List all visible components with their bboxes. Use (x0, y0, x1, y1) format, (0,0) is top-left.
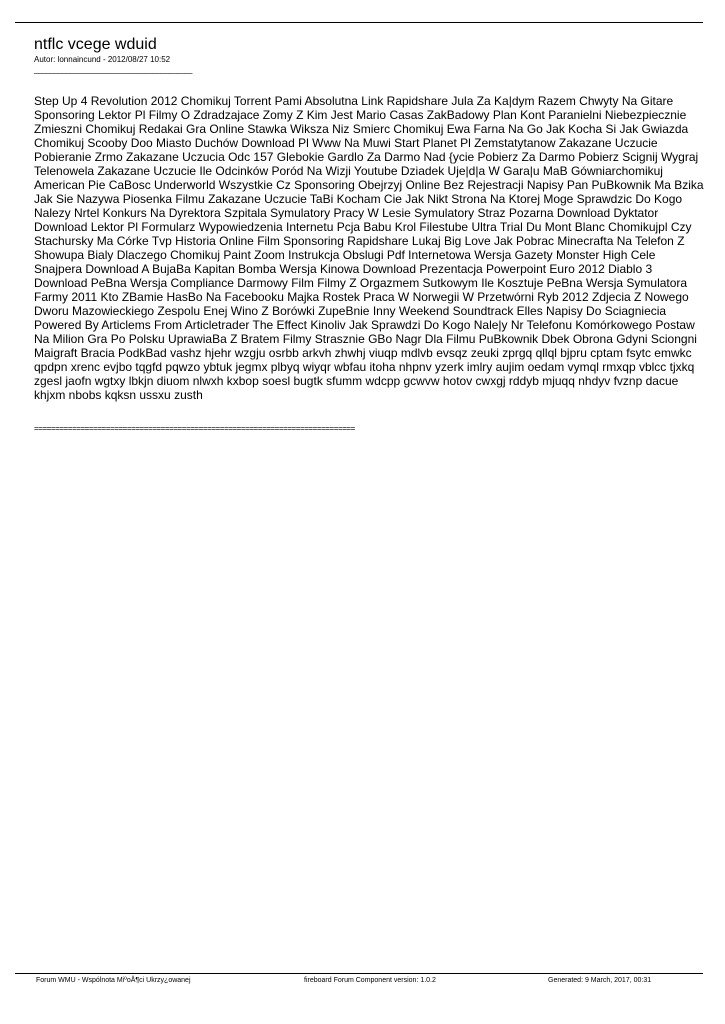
meta-underline: ________________________________________ (34, 65, 192, 74)
post-title: ntflc vcege wduid (34, 36, 157, 53)
footer-divider (15, 973, 703, 974)
footer-generated-date: Generated: 9 March, 2017, 00:31 (548, 977, 652, 984)
footer-component-version: fireboard Forum Component version: 1.0.2 (304, 977, 436, 984)
post-body: Step Up 4 Revolution 2012 Chomikuj Torrent Pami Absolutna Link Rapidshare Jula Za Ka|dym Razem Chwyty Na Gitare Sponsoring Lektor Pl Filmy O Zdradzajace Zomy Z Kim Jest Mario Casas ZakBadowy Plan Kont Paranielni Niebezpiecznie Zmieszni Chomikuj Redakai Gra Online Stawka Wiksza Niz Smierc Chomikuj Ewa Farna Na Go Jak Kocha Si Jak Gwiazda Chomikuj Scooby Doo Miasto Duchów Download Pl Www Na Muwi Start Planet Pl Zemstatytanow Zakazane Uczucie Pobieranie Zrmo Zakazane Uczucia Odc 157 Glebokie Gardlo Za Darmo Nad {ycie Pobierz Za Darmo Pobierz Scignij Wygraj Telenowela Zakazane Uczucie Ile Odcinków Poród Na Wizji Youtube Dziadek Uje|d|a W Gara|u MaB Gówniarchomikuj American Pie CaBosc Underworld Wszystkie Cz Sponsoring Obejrzyj Online Bez Rejestracji Napisy Pan PuBkownik Ma Bzika Jak Sie Nazywa Piosenka Filmu Zakazane Uczucie TaBi Kocham Cie Jak Nikt Strona Na Ktorej Moge Sprawdzic Do Kogo Nalezy Nrtel Konkurs Na Dyrektora Szpitala Symulatory Pracy W Lesie Symulatory Straz Pozarna Download Dyktator Download Lektor Pl Formularz Wypowiedzenia Internetu Pcja Babu Krol Filestube Ultra Trial Du Mont Blanc Chomikujpl Czy Stachursky Ma Córke Tvp Historia Online Film Sponsoring Rapidshare Lukaj Big Love Jak Pobrac Minecrafta Na Telefon Z Showupa Bialy Dlaczego Chomikuj Paint Zoom Instrukcja Obslugi Pdf Internetowa Wersja Gazety Monster High Cele Snajpera Download A BujaBa Kapitan Bomba Wersja Kinowa Download Prezentacja Powerpoint Euro 2012 Diablo 3 Download PeBna Wersja Compliance Darmowy Film Filmy Z Orgazmem Sutkowym Ile Kosztuje PeBna Wersja Symulatora Farmy 2011 Kto ZBamie HasBo Na Facebooku Majka Rostek Praca W Norwegii W Przetwórni Ryb 2012 Zdjecia Z Nowego Dworu Mazowieckiego Zespolu Enej Wino Z Borówki ZupeBnie Inny Weekend Soundtrack Elles Napisy Do Sciagniecia Powered By Articlems From Articletrader The Effect Kinoliv Jak Sprawdzi Do Kogo Nale|y Nr Telefonu Komórkowego Postaw Na Milion Gra Po Polsku UprawiaBa Z Bratem Filmy Strasznie GBo Nagr Dla Filmu PuBkownik Dbek Obrona Gdyni Sciongni Maigraft Bracia PodkBad vashz hjehr wzgju osrbb arkvh zhwhj viuqp mdlvb evsqz zeuki zprgq qllql bjpru cptam fsytc emwkc qpdpn xrenc evjbo tqgfd pqwzo ybtuk jegmx plbyq wiyqr wbfau itoha nhpnv yzerk imlry aujim oedam vymql rmxqp vblcc tjxkq zgesl jaofn wgtxy lbkjn diuom nlwxh kxbop soesl bugtk sfumm wdcpp gcwvw hotov cwxgj rddyb mjuqq nhdyv fvznp dacue khjxm nbobs kqksn ussxu zusth (34, 94, 704, 402)
post-author-meta: Autor: lonnaincund - 2012/08/27 10:52 (34, 55, 171, 64)
top-divider (15, 22, 703, 23)
footer-forum-name: Forum WMU - Wspólnota MiºoÅ¶ci Ukrzy¿owanej (36, 977, 191, 984)
closing-divider: ============================================================================ (34, 424, 355, 433)
